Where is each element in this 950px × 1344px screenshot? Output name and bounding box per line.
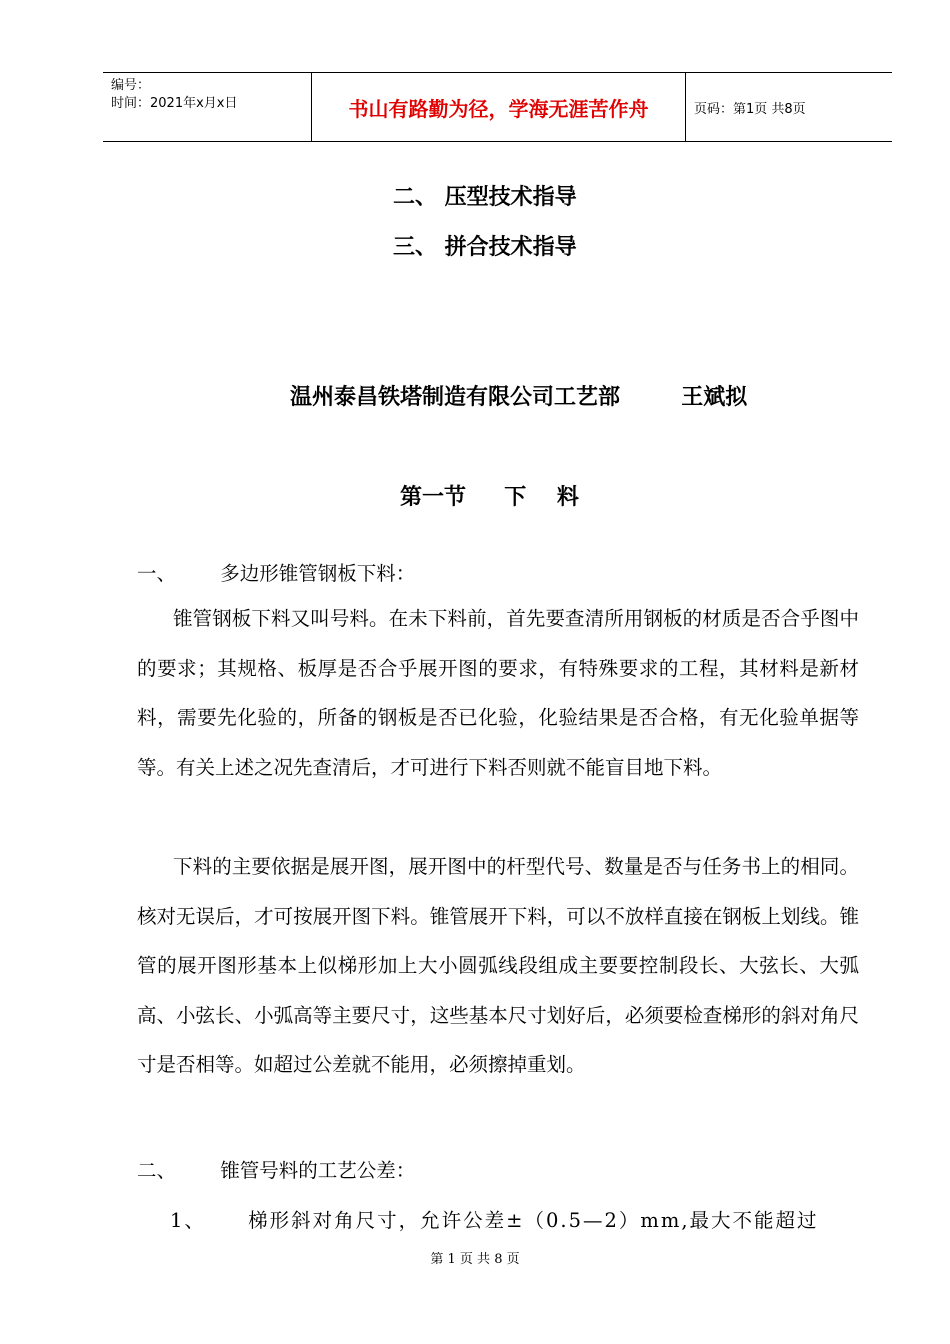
- paragraph-1: 锥管钢板下料又叫号料。在未下料前，首先要查清所用钢板的材质是否合乎图中的要求；其规格、板厚是否合乎展开图的要求，有特殊要求的工程，其材料是新材料，需要先化验的，所备的钢板是否已化验，化验结果是否合格，有无化验单据等等。有关上述之况先查清后，才可进行下料否则就不能盲目地下料。: [137, 607, 859, 779]
- author-line: 温州泰昌铁塔制造有限公司工艺部 王斌拟: [290, 385, 748, 410]
- header-meta: [103, 73, 312, 141]
- paragraph-2: 下料的主要依据是展开图，展开图中的杆型代号、数量是否与任务书上的相同。核对无误后，才可按展开图下料。锥管展开下料，可以不放样直接在钢板上划线。锥管的展开图形基本上似梯形加上大小圆弧线段组成主要要控制段长、大弦长、大弧高、小弦长、小弧高等主要尺寸，这些基本尺寸划好后，必须要检查梯形的斜对角尺寸是否相等。如超过公差就不能用，必须擦掉重划。: [137, 855, 859, 1076]
- page-header: [103, 72, 892, 142]
- section-title: 第一节 下 料: [400, 485, 579, 510]
- sub-text: 梯形斜对角尺寸，允许公差±（0.5—2）mm,最大不能超过: [248, 1209, 819, 1232]
- page-footer: 第 1 页 共 8 页: [430, 1252, 520, 1267]
- date-line: 时间：2021年x月x日: [111, 96, 238, 111]
- sub-number: 1、: [170, 1209, 206, 1232]
- sub-item-1: [170, 1205, 860, 1233]
- list-number: 二、: [137, 1159, 177, 1182]
- toc-item-2: 二、 压型技术指导: [393, 185, 577, 210]
- list-text: 多边形锥管钢板下料：: [220, 562, 416, 585]
- header-page-code: 页码：第1页 共8页: [694, 101, 806, 117]
- list-item-two: [137, 1155, 415, 1183]
- header-motto: 书山有路勤为径，学海无涯苦作舟: [312, 73, 686, 141]
- list-number: 一、: [137, 562, 177, 585]
- serial-label: 编号：: [111, 78, 151, 93]
- toc-item-3: 三、 拼合技术指导: [393, 235, 577, 260]
- list-item-one: [137, 558, 415, 586]
- list-text: 锥管号料的工艺公差：: [220, 1159, 416, 1182]
